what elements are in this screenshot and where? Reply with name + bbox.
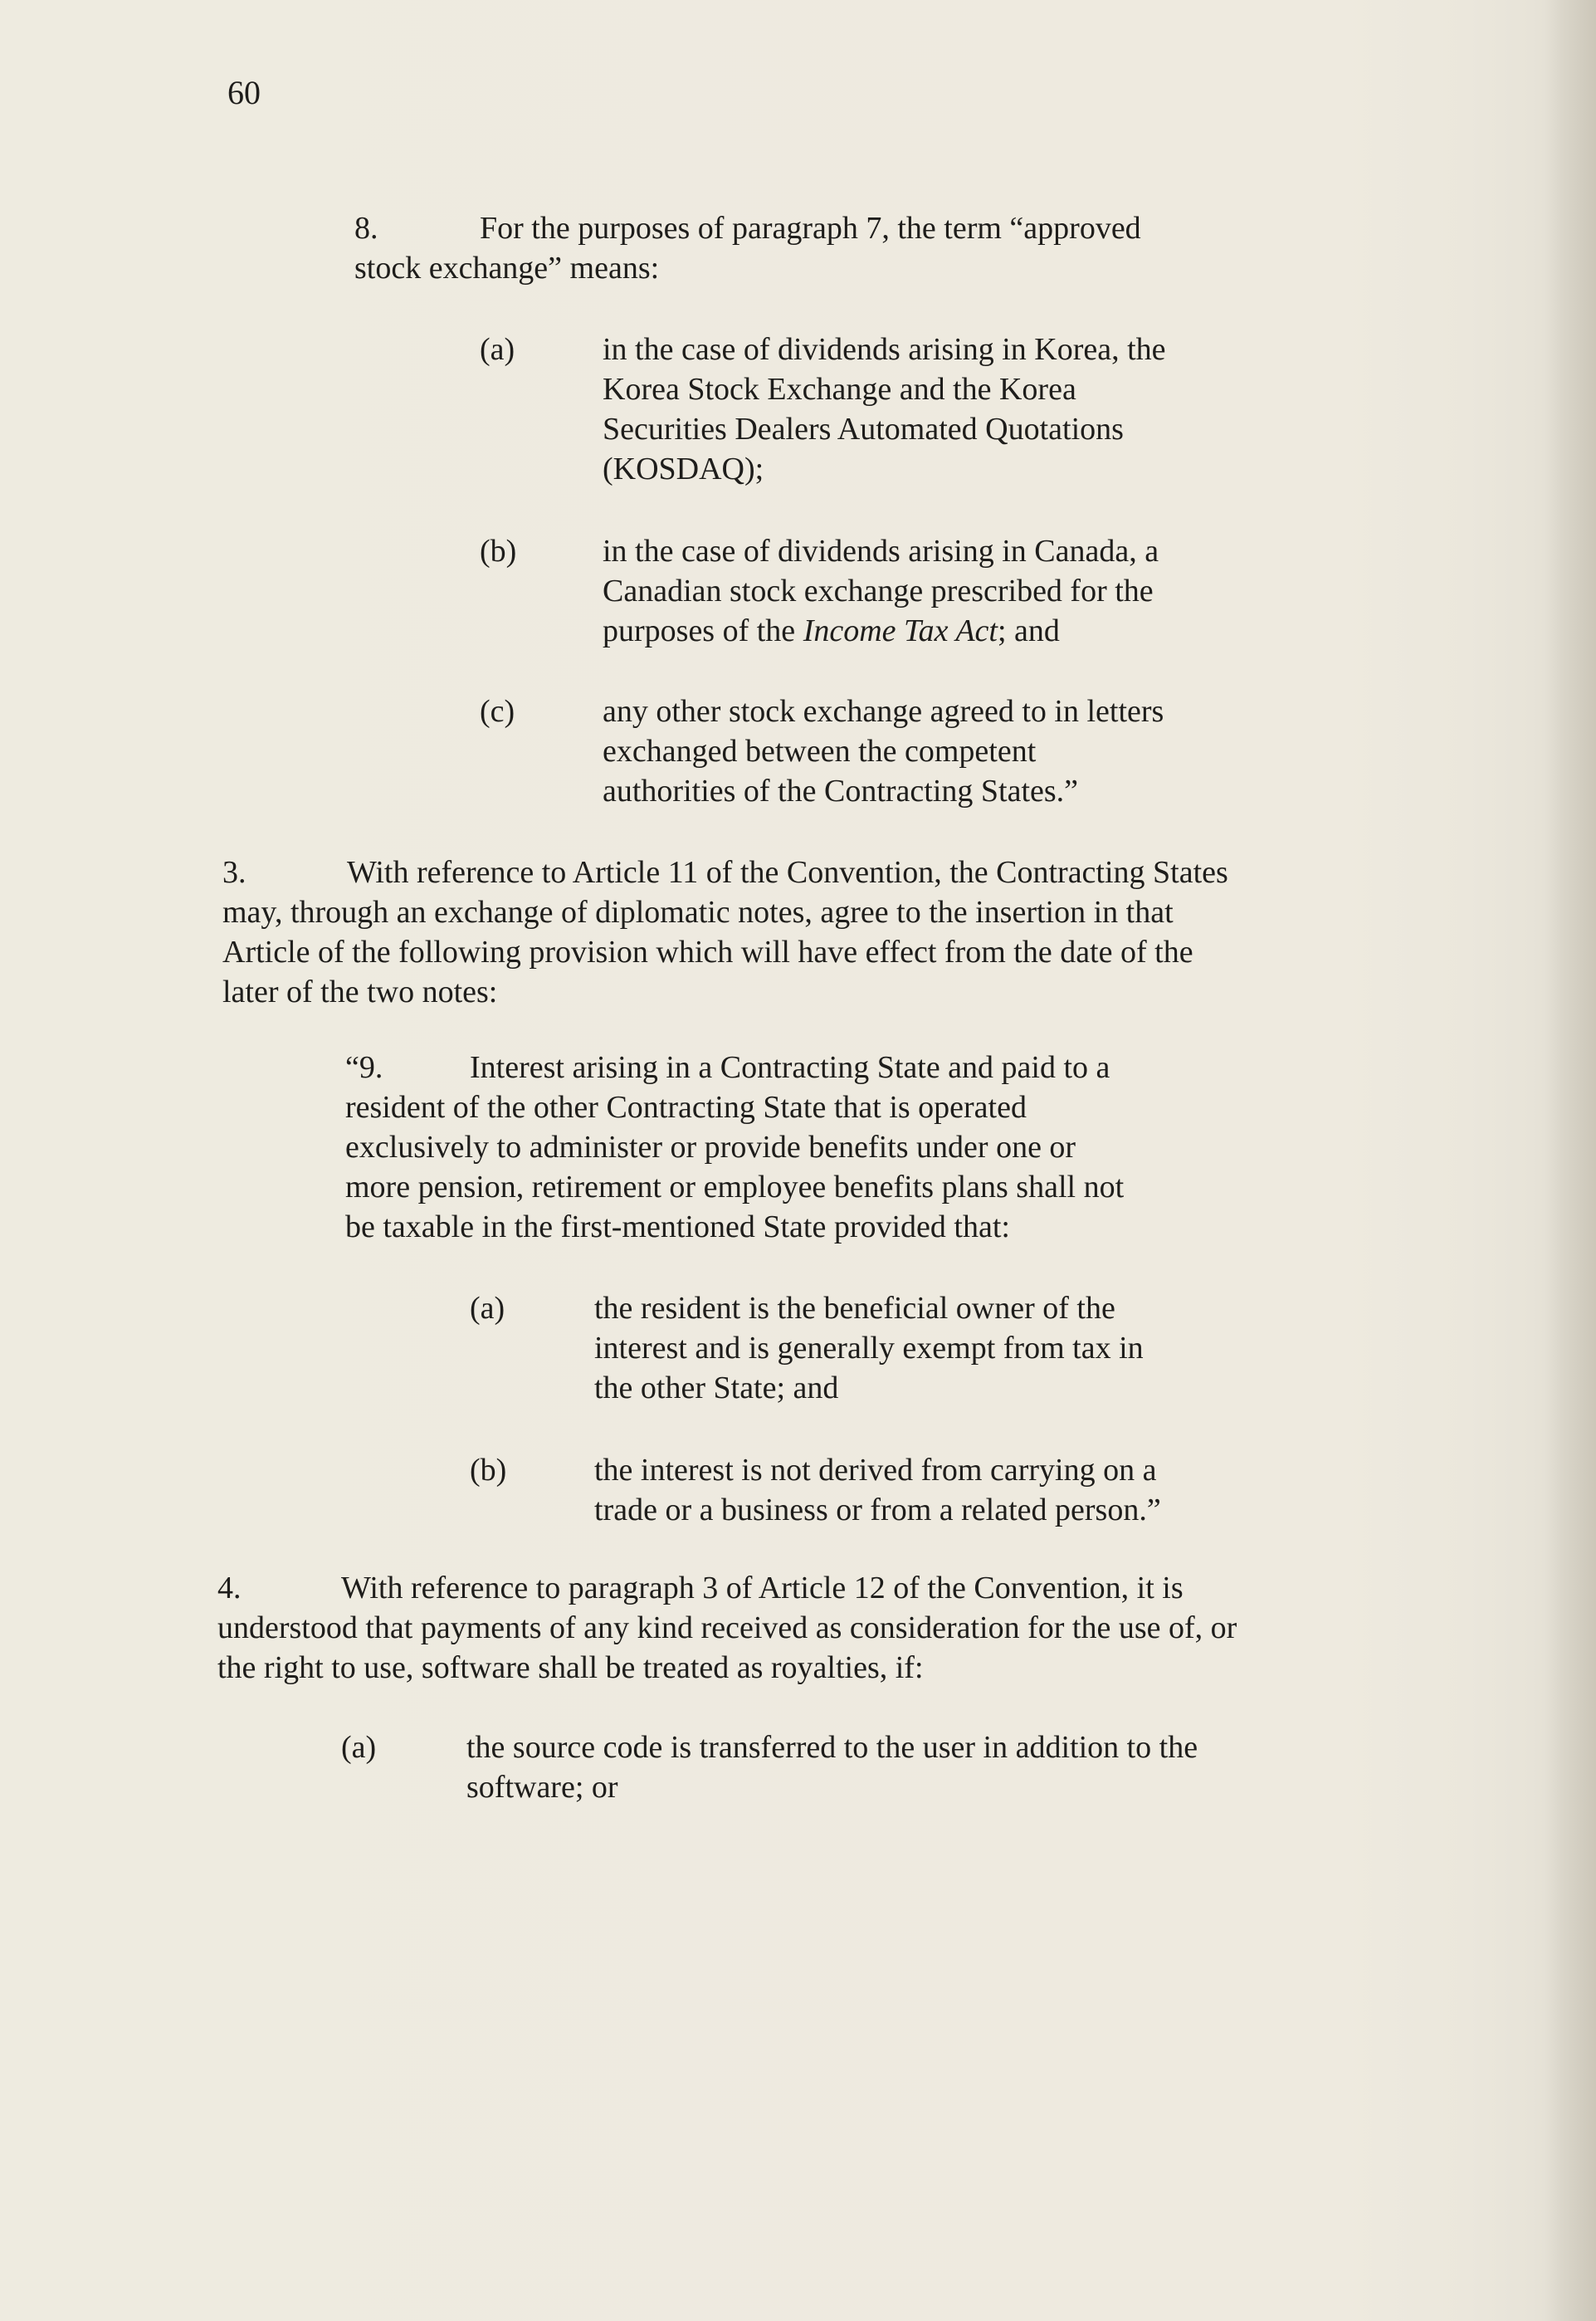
page-edge-shadow bbox=[1545, 0, 1596, 2321]
paragraph-8-item-a-label: (a) bbox=[480, 332, 515, 367]
paragraph-8-item-b-ending: ; and bbox=[997, 613, 1060, 648]
paragraph-4-item-a-label: (a) bbox=[341, 1730, 377, 1765]
paragraph-8-item-b-purposes-text: purposes of the bbox=[603, 613, 803, 648]
paragraph-4-continuation bbox=[217, 1608, 1237, 1688]
paragraph-8-item-a-line: Securities Dealers Automated Quotations bbox=[603, 412, 1124, 447]
paragraph-8-number: 8. bbox=[354, 211, 378, 246]
paragraph-3-line: may, through an exchange of diplomatic notes, agree to the insertion in that bbox=[222, 895, 1174, 930]
paragraph-3-number: 3. bbox=[222, 855, 246, 890]
paragraph-3-continuation bbox=[222, 892, 1193, 1012]
income-tax-act-title: Income Tax Act bbox=[803, 613, 998, 648]
paragraph-8-item-b-line: in the case of dividends arising in Canada, a bbox=[603, 534, 1159, 569]
paragraph-8-item-b-text bbox=[603, 531, 1159, 651]
paragraph-3-line-1: With reference to Article 11 of the Convention, the Contracting States bbox=[347, 855, 1228, 890]
paragraph-9-line: resident of the other Contracting State that is operated bbox=[345, 1090, 1027, 1125]
paragraph-8-item-a-line: in the case of dividends arising in Korea, the bbox=[603, 332, 1166, 367]
paragraph-8-item-a-text bbox=[603, 330, 1166, 489]
paragraph-4-item-a-line: software; or bbox=[466, 1770, 618, 1805]
paragraph-9-continuation bbox=[345, 1087, 1124, 1247]
paragraph-8-item-b-label: (b) bbox=[480, 534, 517, 569]
paragraph-4-item-a-text bbox=[466, 1727, 1198, 1807]
paragraph-4-line: understood that payments of any kind received as consideration for the use of, or bbox=[217, 1610, 1237, 1645]
paragraph-9-item-b-line: trade or a business or from a related person.” bbox=[594, 1493, 1161, 1527]
paragraph-4-number: 4. bbox=[217, 1571, 242, 1605]
paragraph-8-item-c-line: exchanged between the competent bbox=[603, 734, 1037, 769]
paragraph-8-item-c-text bbox=[603, 691, 1164, 811]
paragraph-9-line: exclusively to administer or provide benefits under one or bbox=[345, 1130, 1076, 1165]
paragraph-9-number: “9. bbox=[345, 1050, 383, 1085]
paragraph-3-line: later of the two notes: bbox=[222, 975, 498, 1009]
paragraph-9-item-a-line: the resident is the beneficial owner of the bbox=[594, 1291, 1115, 1326]
paragraph-9-item-a-label: (a) bbox=[470, 1291, 505, 1326]
paragraph-9-item-a-text bbox=[594, 1288, 1144, 1408]
paragraph-8-item-c-line: authorities of the Contracting States.” bbox=[603, 774, 1079, 809]
page-number: 60 bbox=[227, 74, 261, 111]
paragraph-9-item-b-label: (b) bbox=[470, 1453, 507, 1488]
paragraph-8-item-a-line: Korea Stock Exchange and the Korea bbox=[603, 372, 1076, 407]
paragraph-4-item-a-line: the source code is transferred to the user in addition to the bbox=[466, 1730, 1198, 1765]
paragraph-9-line-1: Interest arising in a Contracting State and paid to a bbox=[470, 1050, 1110, 1085]
paragraph-8-item-c-line: any other stock exchange agreed to in letters bbox=[603, 694, 1164, 729]
paragraph-9-item-a-line: the other State; and bbox=[594, 1371, 839, 1405]
paragraph-4-line: the right to use, software shall be treated as royalties, if: bbox=[217, 1650, 924, 1685]
paragraph-8-item-c-label: (c) bbox=[480, 694, 515, 729]
paragraph-9-line: be taxable in the first-mentioned State provided that: bbox=[345, 1209, 1010, 1244]
paragraph-8-line-1: For the purposes of paragraph 7, the term “approved bbox=[480, 211, 1141, 246]
paragraph-9-item-a-line: interest and is generally exempt from tax in bbox=[594, 1331, 1144, 1366]
paragraph-9-line: more pension, retirement or employee benefits plans shall not bbox=[345, 1170, 1125, 1204]
paragraph-9-item-b-line: the interest is not derived from carrying on a bbox=[594, 1453, 1157, 1488]
paragraph-8-item-a-line: (KOSDAQ); bbox=[603, 452, 764, 486]
paragraph-8-line-2: stock exchange” means: bbox=[354, 251, 660, 286]
paragraph-3-line: Article of the following provision which will have effect from the date of the bbox=[222, 935, 1193, 970]
paragraph-8-item-b-line: Canadian stock exchange prescribed for the bbox=[603, 574, 1154, 608]
paragraph-8-item-b-line-3 bbox=[603, 611, 1159, 651]
paragraph-9-item-b-text bbox=[594, 1450, 1161, 1530]
paragraph-4-line-1: With reference to paragraph 3 of Article 12 of the Convention, it is bbox=[341, 1571, 1184, 1605]
